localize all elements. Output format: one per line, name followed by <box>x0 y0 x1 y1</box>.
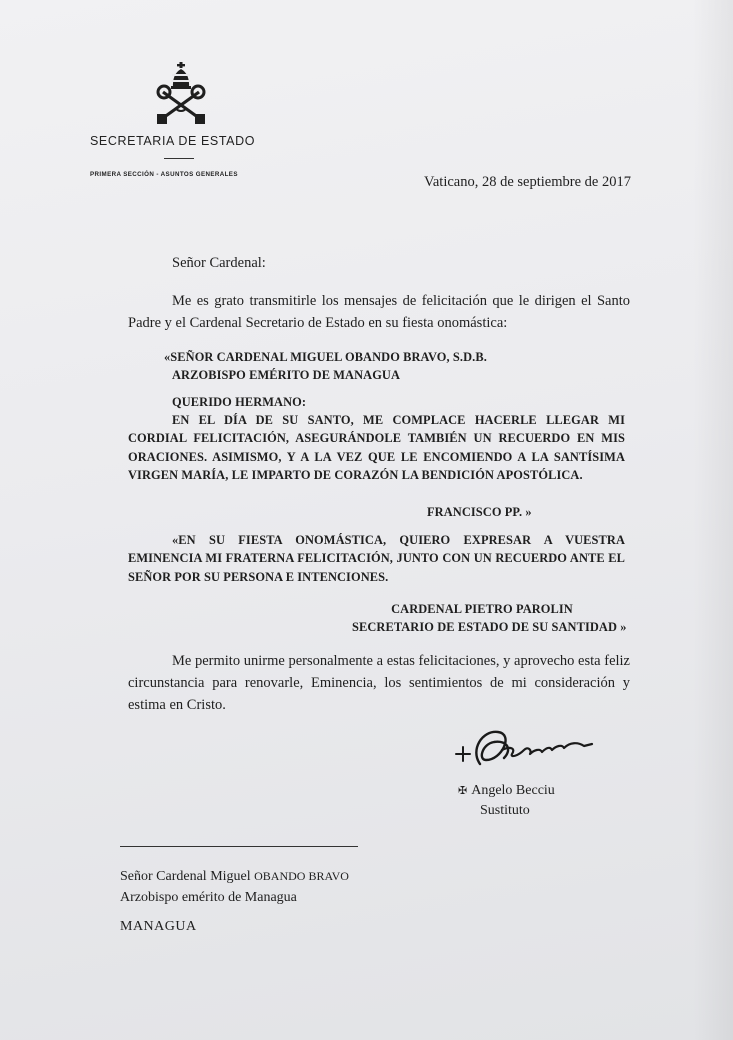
papal-message-greeting: QUERIDO HERMANO: <box>172 395 307 409</box>
signature-line: CARDENAL PIETRO PAROLIN <box>391 602 573 616</box>
recipient-surname: OBANDO BRAVO <box>254 869 349 883</box>
recipient-divider <box>120 846 358 847</box>
papal-crest-icon <box>155 62 207 126</box>
recipient-block <box>120 866 349 908</box>
signer-name: Angelo Becciu <box>471 783 555 798</box>
recipient-title: Arzobispo emérito de Managua <box>120 890 297 905</box>
secretary-message-body: «EN SU FIESTA ONOMÁSTICA, QUIERO EXPRESAR A VUESTRA EMINENCIA MI FRATERNA FELICITACIÓN, JUNTO CON UN RECUERDO ANTE EL SEÑOR POR SU PERSONA E INTENCIONES. <box>128 533 625 584</box>
papal-message-signature: FRANCISCO PP. » <box>427 505 532 519</box>
address-line: «SEÑOR CARDENAL MIGUEL OBANDO BRAVO, S.D.B. <box>164 350 487 364</box>
papal-message-address <box>164 348 564 385</box>
letterhead-office: SECRETARIA DE ESTADO <box>90 134 256 148</box>
signer-title: Sustituto <box>480 803 530 818</box>
signature-line: SECRETARIO DE ESTADO DE SU SANTIDAD » <box>352 620 627 635</box>
recipient-name-prefix: Señor Cardenal Miguel <box>120 869 255 884</box>
maltese-cross-icon: ✠ <box>458 784 468 797</box>
closing-paragraph: Me permito unirme personalmente a estas felicitaciones, y aprovecho esta feliz circunstancia para renovarle, Eminencia, los sentimientos de mi consideración y estima en Cristo. <box>128 653 630 713</box>
papal-message-body: EN EL DÍA DE SU SANTO, ME COMPLACE HACERLE LLEGAR MI CORDIAL FELICITACIÓN, ASEGURÁNDOLE TAMBIÉN UN RECUERDO EN MIS ORACIONES. ASIMISMO, Y A LA VEZ QUE LE ENCOMIENDO A LA SANTÍSIMA VIRGEN MARÍA, LE IMPARTO DE CORAZÓN LA BENDICIÓN APOSTÓLICA. <box>128 413 625 482</box>
letterhead-divider <box>164 158 194 159</box>
date-line: Vaticano, 28 de septiembre de 2017 <box>424 174 631 190</box>
letterhead-section: PRIMERA SECCIÓN - ASUNTOS GENERALES <box>90 171 238 178</box>
salutation: Señor Cardenal: <box>172 255 266 271</box>
address-line: ARZOBISPO EMÉRITO DE MANAGUA <box>172 368 401 383</box>
secretary-message-signature <box>352 600 627 637</box>
signer-block <box>458 781 555 821</box>
handwritten-signature <box>452 720 602 780</box>
intro-paragraph: Me es grato transmitirle los mensajes de felicitación que le dirigen el Santo Padre y el Cardenal Secretario de Estado en su fiesta onomástica: <box>128 293 630 331</box>
recipient-city: MANAGUA <box>120 919 197 934</box>
